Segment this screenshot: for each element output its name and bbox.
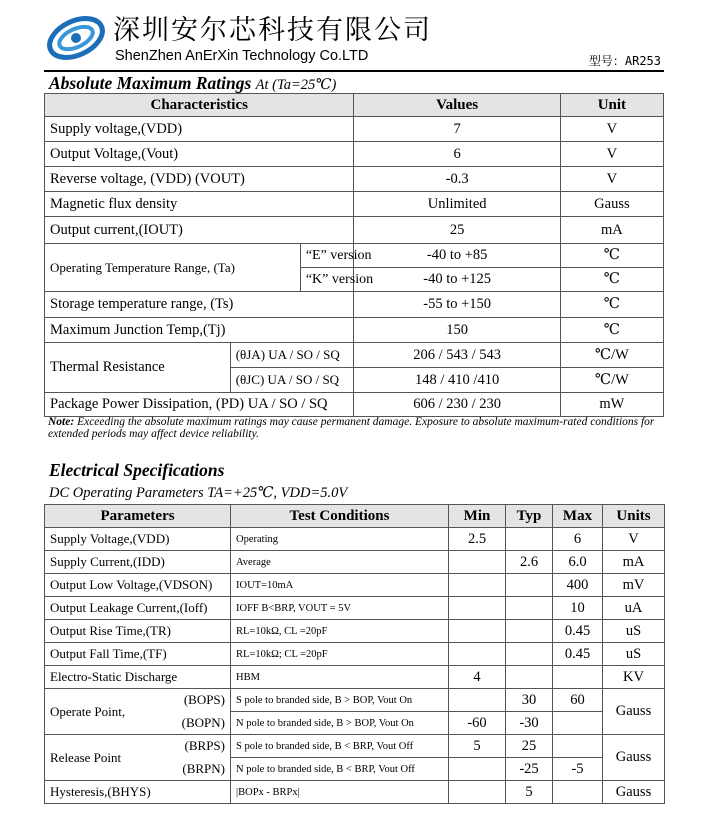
table-row [45, 620, 665, 643]
char-label: Supply voltage,(VDD) [45, 117, 354, 142]
max-cell: 0.45 [553, 643, 603, 666]
char-label: Maximum Junction Temp,(Tj) [45, 318, 354, 343]
amr-header-row [45, 94, 664, 117]
max-cell [553, 712, 603, 735]
table-row [45, 167, 664, 192]
param-label: Release Point [45, 735, 165, 781]
typ-cell: -25 [506, 758, 553, 781]
value-cell: -40 to +125 [354, 268, 560, 292]
page-header [0, 0, 709, 72]
table-row [45, 574, 665, 597]
value-cell: 150 [354, 318, 560, 343]
table-row [45, 735, 665, 758]
col-values: Values [354, 94, 560, 117]
max-cell [553, 666, 603, 689]
unit-cell: V [560, 117, 663, 142]
value-cell: 606 / 230 / 230 [354, 393, 560, 417]
test-condition: Operating [231, 528, 449, 551]
min-cell: 4 [449, 666, 506, 689]
typ-cell [506, 643, 553, 666]
min-cell [449, 597, 506, 620]
max-cell: 6 [553, 528, 603, 551]
min-cell [449, 574, 506, 597]
value-cell: 206 / 543 / 543 [354, 343, 560, 368]
amr-title-text: Absolute Maximum Ratings [49, 73, 252, 93]
company-name-cn: 深圳安尔芯科技有限公司 [113, 15, 432, 46]
unit-cell: ℃/W [560, 368, 663, 393]
min-cell [449, 781, 506, 804]
unit-cell: Gauss [603, 781, 665, 804]
unit-cell: V [560, 142, 663, 167]
company-logo [44, 4, 108, 66]
param-label: Output Fall Time,(TF) [45, 643, 231, 666]
unit-cell: ℃ [560, 292, 663, 318]
unit-cell: ℃ [560, 268, 663, 292]
note-label: Note: [48, 416, 75, 428]
unit-cell: mA [603, 551, 665, 574]
table-row [45, 318, 664, 343]
table-row [45, 689, 665, 712]
company-name-en: ShenZhen AnErXin Technology Co.LTD [115, 48, 369, 64]
max-cell: 6.0 [553, 551, 603, 574]
amr-title-condition: At (Ta=25℃) [255, 77, 337, 93]
test-condition: Average [231, 551, 449, 574]
test-condition: IOFF B<BRP, VOUT = 5V [231, 597, 449, 620]
unit-cell: Gauss [560, 192, 663, 217]
es-title: Electrical Specifications [49, 460, 225, 480]
char-label: Package Power Dissipation, (PD) UA / SO / SQ [45, 393, 354, 417]
thermal-sub-label: (θJC) UA / SO / SQ [230, 368, 354, 393]
unit-cell: uS [603, 643, 665, 666]
min-cell [449, 620, 506, 643]
amr-title [49, 73, 336, 94]
unit-cell: uA [603, 597, 665, 620]
max-cell: -5 [553, 758, 603, 781]
unit-cell: mA [560, 217, 663, 244]
param-label: Output Rise Time,(TR) [45, 620, 231, 643]
value-cell: 25 [354, 217, 560, 244]
amr-table [44, 93, 664, 417]
unit-cell: ℃ [560, 244, 663, 268]
min-cell: -60 [449, 712, 506, 735]
table-row [45, 217, 664, 244]
min-cell [449, 689, 506, 712]
typ-cell: 2.6 [506, 551, 553, 574]
typ-cell [506, 574, 553, 597]
table-row [45, 528, 665, 551]
typ-cell: 5 [506, 781, 553, 804]
table-row [45, 244, 664, 268]
unit-cell: mW [560, 393, 663, 417]
test-condition: N pole to branded side, B < BRP, Vout Off [231, 758, 449, 781]
typ-cell [506, 597, 553, 620]
col-units: Units [603, 505, 665, 528]
param-label: Operate Point, [45, 689, 165, 735]
col-typ: Typ [506, 505, 553, 528]
thermal-sub-label: (θJA) UA / SO / SQ [230, 343, 354, 368]
min-cell: 2.5 [449, 528, 506, 551]
max-cell [553, 735, 603, 758]
table-row [45, 597, 665, 620]
min-cell: 5 [449, 735, 506, 758]
char-label: Output Voltage,(Vout) [45, 142, 354, 167]
param-symbol: (BRPN) [165, 758, 231, 781]
unit-cell: Gauss [603, 689, 665, 735]
char-label: Operating Temperature Range, (Ta) [45, 244, 301, 292]
table-row [45, 393, 664, 417]
param-label: Hysteresis,(BHYS) [45, 781, 231, 804]
col-characteristics: Characteristics [45, 94, 354, 117]
char-label: Magnetic flux density [45, 192, 354, 217]
test-condition: |BOPx - BRPx| [231, 781, 449, 804]
param-symbol: (BOPS) [165, 689, 231, 712]
test-condition: HBM [231, 666, 449, 689]
test-condition: S pole to branded side, B > BOP, Vout On [231, 689, 449, 712]
test-condition: S pole to branded side, B < BRP, Vout Off [231, 735, 449, 758]
col-min: Min [449, 505, 506, 528]
unit-cell: Gauss [603, 735, 665, 781]
param-label: Output Low Voltage,(VDSON) [45, 574, 231, 597]
value-cell: 7 [354, 117, 560, 142]
value-cell: Unlimited [354, 192, 560, 217]
unit-cell: ℃/W [560, 343, 663, 368]
max-cell: 10 [553, 597, 603, 620]
test-condition: N pole to branded side, B > BOP, Vout On [231, 712, 449, 735]
table-row [45, 666, 665, 689]
param-label: Supply Voltage,(VDD) [45, 528, 231, 551]
version-label: “K” version [300, 268, 354, 292]
min-cell [449, 551, 506, 574]
char-label: Storage temperature range, (Ts) [45, 292, 354, 318]
param-symbol: (BRPS) [165, 735, 231, 758]
param-label: Electro-Static Discharge [45, 666, 231, 689]
test-condition: IOUT=10mA [231, 574, 449, 597]
table-row [45, 192, 664, 217]
param-symbol: (BOPN) [165, 712, 231, 735]
unit-cell: KV [603, 666, 665, 689]
value-cell: 148 / 410 /410 [354, 368, 560, 393]
value-cell: -40 to +85 [354, 244, 560, 268]
typ-cell: 30 [506, 689, 553, 712]
unit-cell: mV [603, 574, 665, 597]
param-label: Output Leakage Current,(Ioff) [45, 597, 231, 620]
unit-cell: ℃ [560, 318, 663, 343]
typ-cell [506, 620, 553, 643]
version-label: “E” version [300, 244, 354, 268]
test-condition: RL=10kΩ; CL =20pF [231, 643, 449, 666]
table-row [45, 343, 664, 368]
max-cell: 60 [553, 689, 603, 712]
value-cell: 6 [354, 142, 560, 167]
max-cell: 400 [553, 574, 603, 597]
unit-cell: V [560, 167, 663, 192]
typ-cell: -30 [506, 712, 553, 735]
col-unit: Unit [560, 94, 663, 117]
table-row [45, 292, 664, 318]
col-max: Max [553, 505, 603, 528]
header-divider [44, 70, 664, 72]
table-row [45, 781, 665, 804]
min-cell [449, 758, 506, 781]
table-row [45, 643, 665, 666]
unit-cell: V [603, 528, 665, 551]
typ-cell: 25 [506, 735, 553, 758]
col-test-conditions: Test Conditions [231, 505, 449, 528]
es-table [44, 504, 665, 804]
table-row [45, 551, 665, 574]
char-label: Reverse voltage, (VDD) (VOUT) [45, 167, 354, 192]
unit-cell: uS [603, 620, 665, 643]
max-cell [553, 781, 603, 804]
model-number: 型号：AR253 [588, 54, 661, 68]
note-text: Exceeding the absolute maximum ratings may cause permanent damage. Exposure to absolute maximum-rated conditions for extended periods may affect device reliability. [48, 416, 655, 440]
char-label: Output current,(IOUT) [45, 217, 354, 244]
table-row [45, 142, 664, 167]
char-label: Thermal Resistance [45, 343, 231, 393]
value-cell: -55 to +150 [354, 292, 560, 318]
dc-params-title: DC Operating Parameters TA=+25℃, VDD=5.0V [49, 485, 348, 501]
max-cell: 0.45 [553, 620, 603, 643]
test-condition: RL=10kΩ, CL =20pF [231, 620, 449, 643]
amr-note [48, 416, 664, 440]
col-parameters: Parameters [45, 505, 231, 528]
es-header-row [45, 505, 665, 528]
param-label: Supply Current,(IDD) [45, 551, 231, 574]
table-row [45, 117, 664, 142]
min-cell [449, 643, 506, 666]
typ-cell [506, 666, 553, 689]
typ-cell [506, 528, 553, 551]
value-cell: -0.3 [354, 167, 560, 192]
